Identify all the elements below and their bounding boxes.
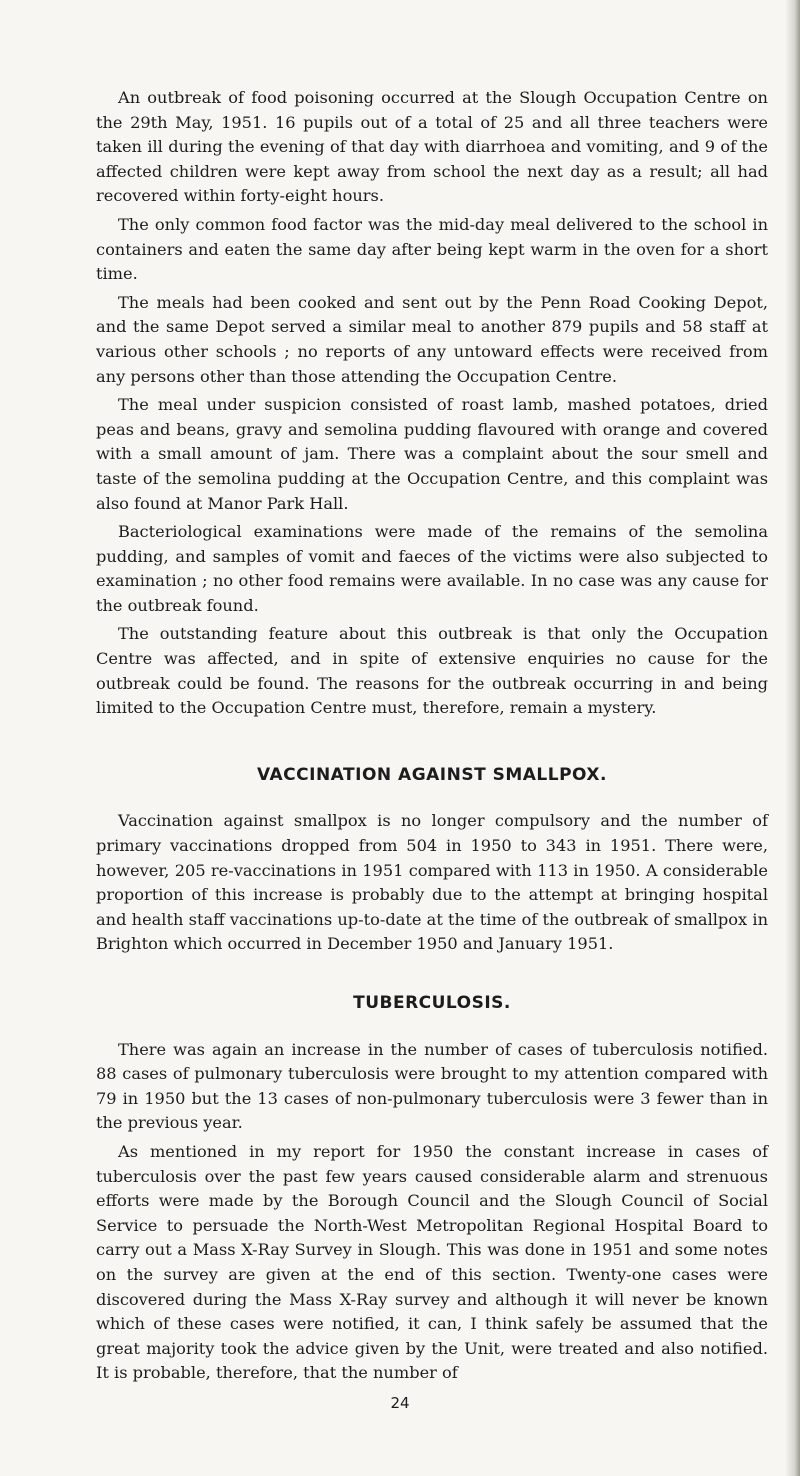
paragraph-food-2: The only common food factor was the mid-day meal delivered to the school in containers and eaten the same day after being kept warm in the oven for a short time. [96,214,768,284]
paragraph-food-3: The meals had been cooked and sent out by the Penn Road Cooking Depot, and the same Depot served a similar meal to another 879 pupils and 58 staff at various other schools ; no reports of any untoward effects were received from any persons other than those attending the Occupation Centre. [96,292,768,386]
heading-vaccination: VACCINATION AGAINST SMALLPOX. [257,764,607,785]
paragraph-vaccination: Vaccination against smallpox is no longer compulsory and the number of primary vaccinations dropped from 504 in 1950 to 343 in 1951. There were, however, 205 re-vaccinations in 1951 compared with 113 in 1950. A considerable proportion of this increase is probably due to the attempt at bringing hospital and health staff vaccinations up-to-date at the time of the outbreak of smallpox in Brighton which occurred in December 1950 and January 1951. [96,811,768,954]
heading-tuberculosis: TUBERCULOSIS. [353,993,511,1013]
page-number: 24 [390,1394,410,1412]
paragraph-food-6: The outstanding feature about this outbreak is that only the Occupation Centre was affected, and in spite of extensive enquiries no cause for the outbreak could be found. The reasons for the outbreak occurring in and being limited to the Occupation Centre must, therefore, remain a mystery. [96,624,768,718]
page-body [96,86,768,1386]
paragraph-food-5: Bacteriological examinations were made of the remains of the semolina pudding, and samples of vomit and faeces of the victims were also subjected to examination ; no other food remains were available. In no case was any cause for the outbreak found. [96,522,768,615]
paragraph-tuberculosis-2: As mentioned in my report for 1950 the constant increase in cases of tuberculosis over the past few years caused considerable alarm and strenuous efforts were made by the Borough Council and the Slough Council of Social Service to persuade the North-West Metropolitan Regional Hospital Board to carry out a Mass X-Ray Survey in Slough. This was done in 1951 and some notes on the survey are given at the end of this section. Twenty-one cases were discovered during the Mass X-Ray survey and although it will never be known which of these cases were notified, it can, I think safely be assumed that the great majority took the advice given by the Unit, were treated and also notified. It is probable, therefore, that the number of [96,1141,768,1383]
paragraph-tuberculosis-1: There was again an increase in the number of cases of tuberculosis notified. 88 cases of pulmonary tuberculosis were brought to my attention compared with 79 in 1950 but the 13 cases of non-pulmonary tuberculosis were 3 fewer than in the previous year. [96,1039,768,1133]
paragraph-food-1: An outbreak of food poisoning occurred at the Slough Occupation Centre on the 29th May, 1951. 16 pupils out of a total of 25 and all three teachers were taken ill during the evening of that day with diarrhoea and vomiting, and 9 of the affected children were kept away from school the next day as a result; all had recovered within forty-eight hours. [96,88,768,206]
paragraph-food-4: The meal under suspicion consisted of roast lamb, mashed potatoes, dried peas and beans, gravy and semolina pudding flavoured with orange and covered with a small amount of jam. There was a complaint about the sour smell and taste of the semolina pudding at the Occupation Centre, and this complaint was also found at Manor Park Hall. [96,395,768,513]
page-edge-shadow [786,0,800,1476]
